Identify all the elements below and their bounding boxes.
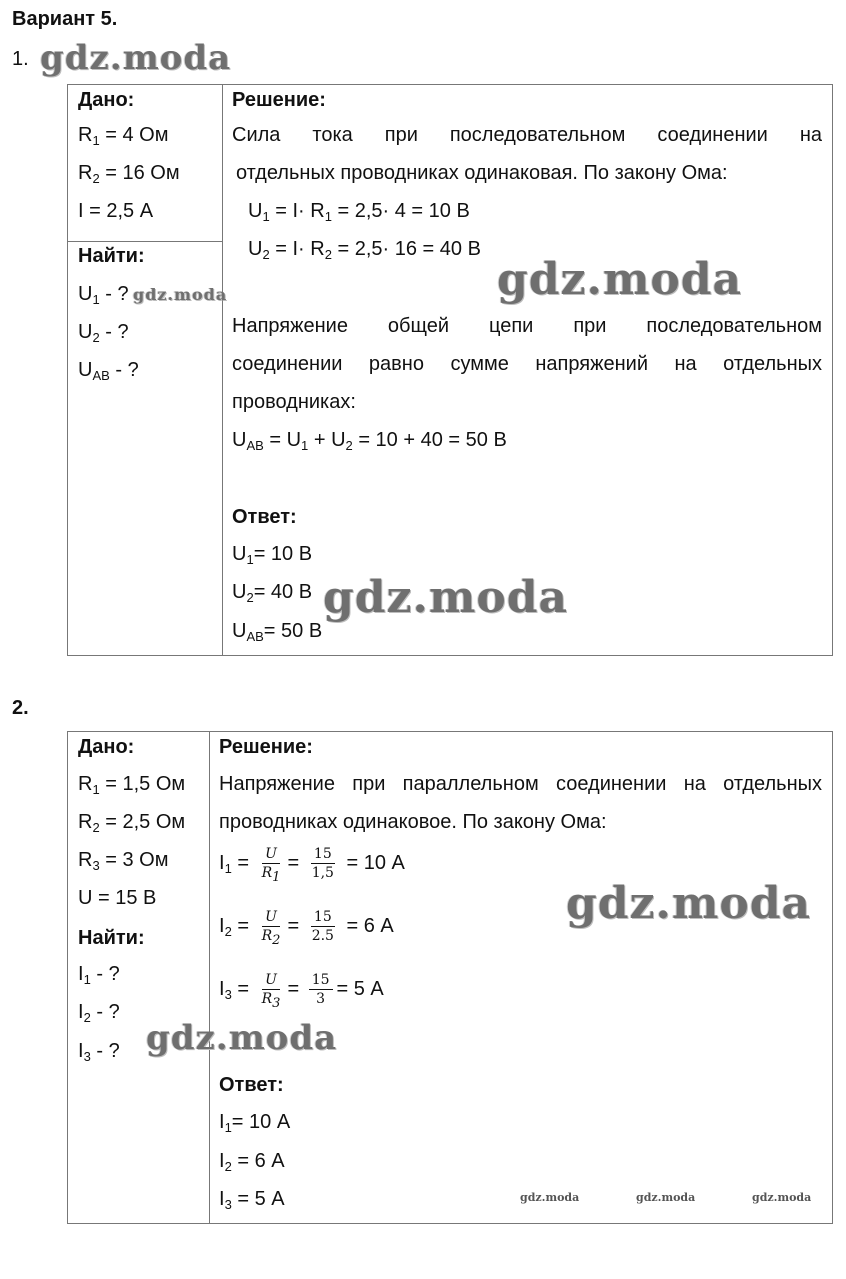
given-label: Дано: <box>78 736 135 758</box>
watermark: gdz.moda <box>146 1018 338 1058</box>
equation: $U_1 = I\cdot R_1 = 2,5\cdot 4 = 10$ В <box>248 200 470 224</box>
solution-label: Решение: <box>232 89 326 111</box>
formula: $I_3$ = $\frac{U}{R_3}$ = $\frac{15}{3}$ = 5 А <box>219 972 384 1012</box>
find-item: $U_1$ - ? <box>78 283 129 307</box>
solution-text: проводниках: <box>232 391 356 413</box>
watermark: gdz.moda <box>323 572 569 623</box>
given-label: Дано: <box>78 89 135 111</box>
solution-text: проводниках одинаковое. По закону Ома: <box>219 811 607 833</box>
column-divider <box>222 85 223 655</box>
watermark: gdz.moda <box>566 878 812 929</box>
equation: $U_{AB} = U_1 + U_2 = 10 + 40 = 50$ В <box>232 429 507 453</box>
solution-text: Напряжение общей цепи при последовательном <box>232 315 822 337</box>
task-number: 1. <box>12 48 29 70</box>
given-item: $R_1 = 1,5$ Ом <box>78 773 186 797</box>
find-item: $I_3$ - ? <box>78 1040 120 1064</box>
find-item: $U_{AB}$ - ? <box>78 359 139 383</box>
column-divider <box>209 732 210 1223</box>
solution-text: отдельных проводниках одинаковая. По закону Ома: <box>236 162 728 184</box>
fraction: $\frac{15}{1,5}$ <box>311 846 334 882</box>
task-number: 2. <box>12 697 29 719</box>
answer-item: $U_2= 40$ В <box>232 581 313 605</box>
watermark: gdz.moda <box>752 1191 812 1204</box>
given-item: $R_1 = 4$ Ом <box>78 124 169 148</box>
fraction: $\frac{15}{2.5}$ <box>311 909 334 945</box>
equation: $U_2 = I\cdot R_2 = 2,5\cdot 16 = 40$ В <box>248 238 481 262</box>
given-item: I = 2,5 А <box>78 200 154 222</box>
watermark: gdz.moda <box>636 1191 696 1204</box>
watermark: gdz.moda <box>520 1191 580 1204</box>
solution-label: Решение: <box>219 736 313 758</box>
answer-label: Ответ: <box>219 1074 284 1096</box>
watermark: gdz.moda <box>133 285 228 304</box>
task2-table <box>67 731 833 1224</box>
formula: $I_1$ = $\frac{U}{R_1}$ = $\frac{15}{1,5}$ = 10 А <box>219 846 405 886</box>
row-divider <box>68 241 222 242</box>
page-title: Вариант 5. <box>12 8 118 30</box>
fraction: $\frac{U}{R_2}$ <box>261 909 281 949</box>
answer-item: $U_{AB}= 50$ В <box>232 620 323 644</box>
find-label: Найти: <box>78 927 145 949</box>
given-item: $R_2 = 2,5$ Ом <box>78 811 186 835</box>
answer-item: $I_1= 10$ А <box>219 1111 291 1135</box>
solution-text: Сила тока при последовательном соединении на <box>232 124 822 146</box>
fraction: $\frac{U}{R_1}$ <box>261 846 281 886</box>
solution-text: соединении равно сумме напряжений на отдельных <box>232 353 822 375</box>
answer-item: $U_1= 10$ В <box>232 543 313 567</box>
fraction: $\frac{15}{3}$ <box>309 972 333 1007</box>
answer-item: $I_3 = 5$ А <box>219 1188 285 1212</box>
watermark: gdz.moda <box>497 254 743 305</box>
given-item: $R_3 = 3$ Ом <box>78 849 169 873</box>
solution-text: Напряжение при параллельном соединении на отдельных <box>219 773 822 795</box>
given-item: $R_2 = 16$ Ом <box>78 162 180 186</box>
fraction: $\frac{U}{R_3}$ <box>261 972 281 1012</box>
find-item: $U_2$ - ? <box>78 321 129 345</box>
answer-item: $I_2 = 6$ А <box>219 1150 285 1174</box>
find-label: Найти: <box>78 245 145 267</box>
answer-label: Ответ: <box>232 506 297 528</box>
given-item: U = 15 В <box>78 887 157 909</box>
find-item: $I_1$ - ? <box>78 963 120 987</box>
watermark: gdz.moda <box>40 38 232 78</box>
find-item: $I_2$ - ? <box>78 1001 120 1025</box>
formula: $I_2$ = $\frac{U}{R_2}$ = $\frac{15}{2.5}$ = 6 А <box>219 909 394 949</box>
